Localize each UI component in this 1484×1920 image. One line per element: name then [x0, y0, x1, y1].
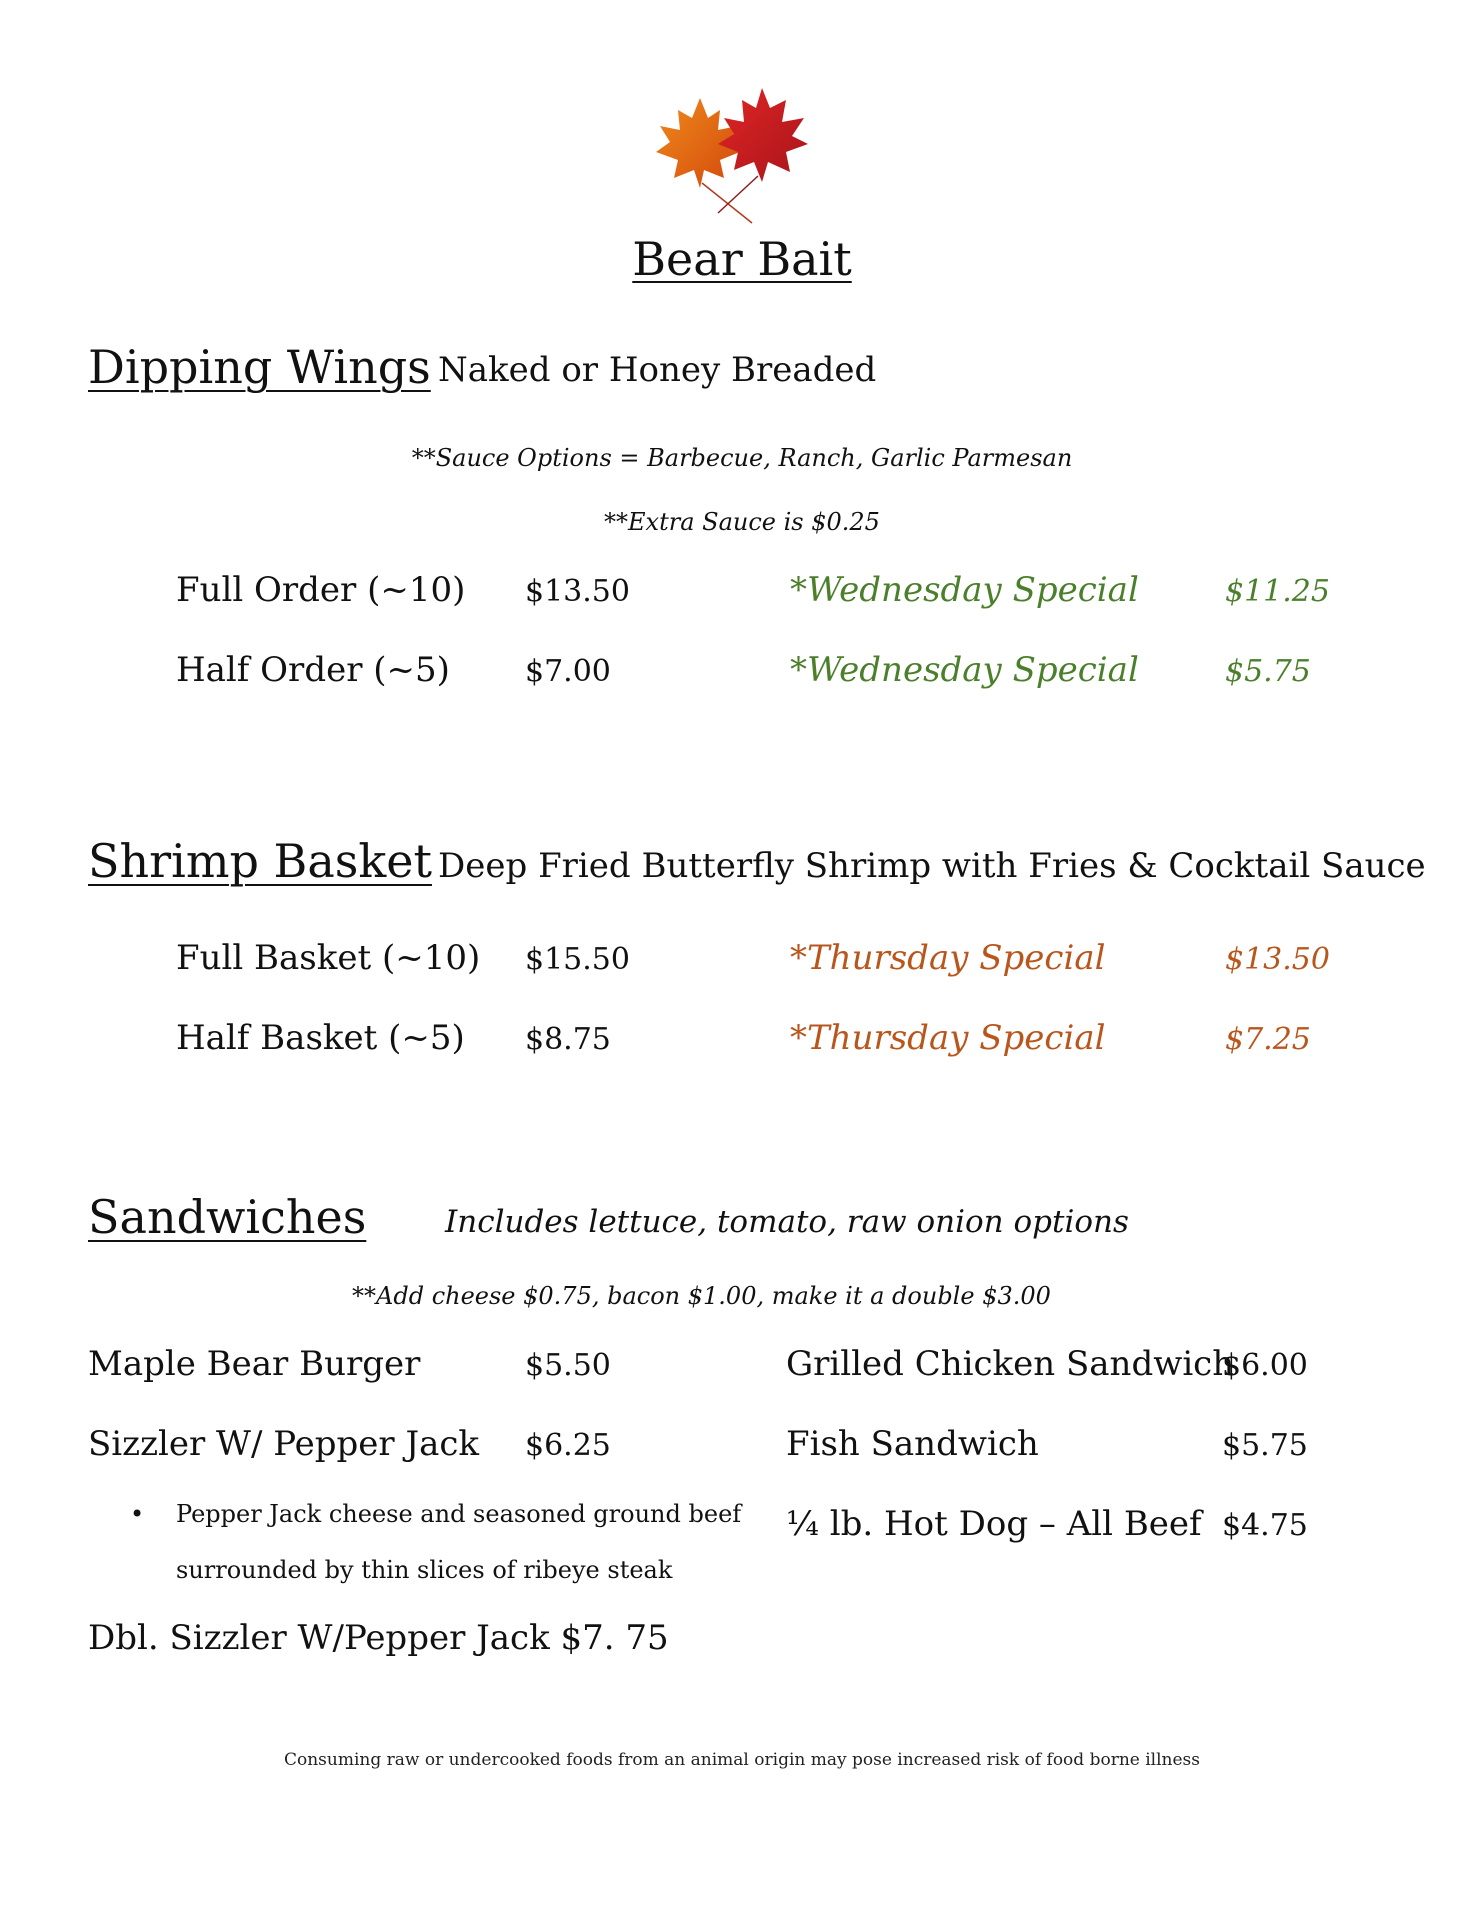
double-sizzler-item: Dbl. Sizzler W/Pepper Jack $7. 75 — [88, 1618, 669, 1658]
wings-description: Naked or Honey Breaded — [438, 350, 877, 390]
sandwich-item-price: $4.75 — [1222, 1508, 1308, 1543]
sandwich-item-name: Maple Bear Burger — [88, 1344, 421, 1384]
section-heading-sandwiches: Sandwiches — [88, 1190, 367, 1244]
maple-leaves-icon — [640, 88, 840, 228]
shrimp-description: Deep Fried Butterfly Shrimp with Fries & Cocktail Sauce — [438, 846, 1426, 886]
shrimp-item-name: Full Basket (~10) — [176, 938, 481, 978]
sandwich-item-price: $5.75 — [1222, 1428, 1308, 1463]
wings-item-price: $13.50 — [525, 574, 630, 609]
shrimp-item-special-price: $7.25 — [1225, 1022, 1311, 1057]
sandwich-item-name: Sizzler W/ Pepper Jack — [88, 1424, 479, 1464]
wings-item-special-price: $11.25 — [1225, 574, 1330, 609]
food-safety-disclaimer: Consuming raw or undercooked foods from an animal origin may pose increased risk of food borne illness — [283, 1750, 1201, 1770]
section-heading-wings: Dipping Wings — [88, 340, 431, 394]
wings-item-name: Full Order (~10) — [176, 570, 466, 610]
shrimp-item-price: $8.75 — [525, 1022, 611, 1057]
sizzler-description-line: surrounded by thin slices of ribeye steak — [176, 1556, 673, 1584]
shrimp-item-special-price: $13.50 — [1225, 942, 1330, 977]
wings-extra-sauce-note: **Extra Sauce is $0.25 — [604, 508, 880, 536]
sandwich-item-name: Fish Sandwich — [786, 1424, 1039, 1464]
sandwiches-addons-note: **Add cheese $0.75, bacon $1.00, make it a double $3.00 — [352, 1282, 1051, 1310]
shrimp-item-name: Half Basket (~5) — [176, 1018, 465, 1058]
wings-item-special-price: $5.75 — [1225, 654, 1311, 689]
wings-item-price: $7.00 — [525, 654, 611, 689]
wings-sauce-note: **Sauce Options = Barbecue, Ranch, Garlic Parmesan — [411, 444, 1073, 472]
sandwich-item-price: $6.25 — [525, 1428, 611, 1463]
section-heading-shrimp: Shrimp Basket — [88, 834, 432, 888]
bullet-dot: • — [130, 1500, 145, 1528]
sandwich-item-price: $5.50 — [525, 1348, 611, 1383]
sizzler-description-line: Pepper Jack cheese and seasoned ground beef — [176, 1500, 742, 1528]
sandwich-item-price: $6.00 — [1222, 1348, 1308, 1383]
sandwich-item-name: Grilled Chicken Sandwich — [786, 1344, 1235, 1384]
wings-item-name: Half Order (~5) — [176, 650, 450, 690]
shrimp-item-special: *Thursday Special — [790, 1018, 1106, 1058]
wings-item-special: *Wednesday Special — [790, 570, 1139, 610]
wings-item-special: *Wednesday Special — [790, 650, 1139, 690]
sandwich-item-name: ¼ lb. Hot Dog – All Beef — [786, 1504, 1202, 1544]
shrimp-item-special: *Thursday Special — [790, 938, 1106, 978]
menu-title: Bear Bait — [632, 232, 852, 286]
shrimp-item-price: $15.50 — [525, 942, 630, 977]
sandwiches-description: Includes lettuce, tomato, raw onion options — [445, 1204, 1129, 1240]
